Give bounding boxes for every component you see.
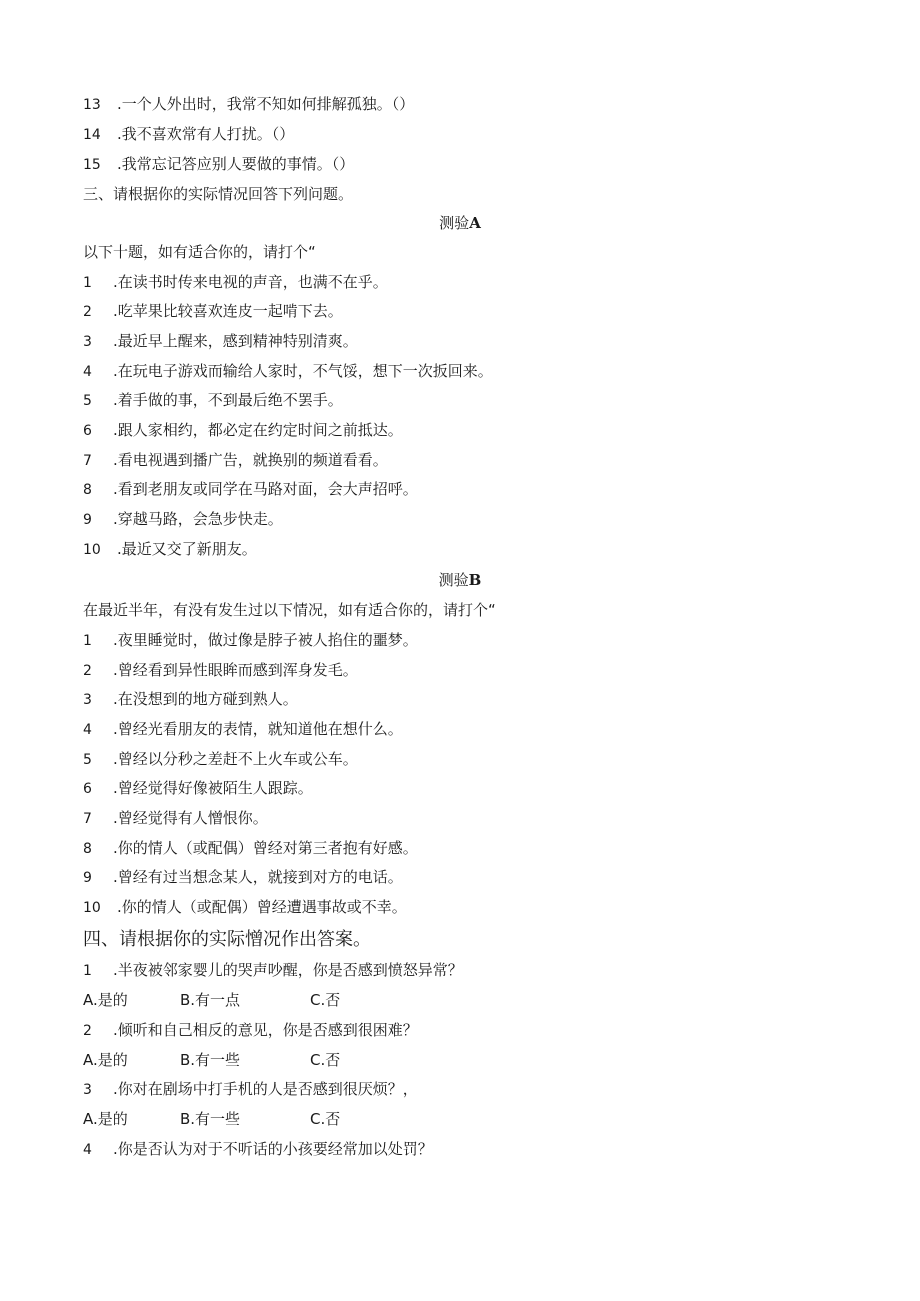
section3-heading: 三、请根据你的实际情况回答下列问题。 bbox=[83, 185, 354, 203]
question bbox=[83, 1079, 418, 1100]
option-a[interactable]: A.是的 bbox=[83, 991, 128, 1009]
test-a-title-prefix: 测验 bbox=[439, 214, 470, 232]
answer-options bbox=[83, 1109, 340, 1129]
item-number: 1 bbox=[83, 633, 92, 649]
item-text: .跟人家相约，都必定在约定时间之前抵达。 bbox=[113, 421, 403, 439]
item-text: .看电视遇到播广告，就换别的频道看看。 bbox=[113, 451, 388, 469]
item-text: .在读书时传来电视的声音，也满不在乎。 bbox=[113, 273, 388, 291]
list-item bbox=[83, 450, 388, 471]
list-item bbox=[83, 719, 403, 740]
item-number: 1 bbox=[83, 275, 92, 291]
list-item bbox=[83, 749, 358, 770]
question-number: 1 bbox=[83, 963, 92, 979]
list-item bbox=[83, 539, 257, 560]
item-number: 7 bbox=[83, 811, 92, 827]
test-b-title-letter: B bbox=[468, 571, 482, 589]
list-item bbox=[83, 867, 403, 888]
item-text: .夜里睡觉时，做过像是脖子被人掐住的噩梦。 bbox=[113, 631, 418, 649]
option-b[interactable]: B.有一点 bbox=[180, 991, 241, 1009]
list-item bbox=[83, 479, 418, 500]
list-item bbox=[83, 420, 403, 441]
item-text: .在没想到的地方碰到熟人。 bbox=[113, 690, 298, 708]
item-number: 13 bbox=[83, 97, 101, 113]
item-number: 5 bbox=[83, 752, 92, 768]
item-number: 3 bbox=[83, 334, 92, 350]
item-number: 7 bbox=[83, 453, 92, 469]
question-number: 2 bbox=[83, 1023, 92, 1039]
question-text: .你对在剧场中打手机的人是否感到很厌烦？， bbox=[113, 1080, 418, 1098]
list-item bbox=[83, 897, 407, 918]
question-text: .倾听和自己相反的意见，你是否感到很困难？ bbox=[113, 1021, 418, 1039]
test-b-title bbox=[0, 570, 920, 590]
question-text: .半夜被邻家婴儿的哭声吵醒，你是否感到愤怒异常？ bbox=[113, 961, 463, 979]
list-item bbox=[83, 660, 358, 681]
item-text: .一个人外出时，我常不知如何排解孤独。（） bbox=[117, 95, 415, 113]
item-number: 4 bbox=[83, 364, 92, 380]
item-text: .吃苹果比较喜欢连皮一起啃下去。 bbox=[113, 302, 343, 320]
item-text: .曾经看到异性眼眸而感到浑身发毛。 bbox=[113, 661, 358, 679]
item-number: 6 bbox=[83, 423, 92, 439]
question bbox=[83, 960, 463, 981]
item-text: .着手做的事，不到最后绝不罢手。 bbox=[113, 391, 343, 409]
item-number: 6 bbox=[83, 781, 92, 797]
item-number: 3 bbox=[83, 692, 92, 708]
question-text: .你是否认为对于不听话的小孩要经常加以处罚？ bbox=[113, 1140, 433, 1158]
list-item bbox=[83, 124, 294, 145]
list-item bbox=[83, 808, 268, 829]
item-text: .最近又交了新朋友。 bbox=[117, 540, 257, 558]
item-number: 4 bbox=[83, 722, 92, 738]
item-number: 2 bbox=[83, 304, 92, 320]
option-c[interactable]: C.否 bbox=[310, 1051, 341, 1069]
answer-options bbox=[83, 990, 340, 1010]
item-text: .曾经有过当想念某人，就接到对方的电话。 bbox=[113, 868, 403, 886]
item-number: 10 bbox=[83, 542, 101, 558]
option-b[interactable]: B.有一些 bbox=[180, 1051, 241, 1069]
list-item bbox=[83, 154, 354, 175]
list-item bbox=[83, 689, 298, 710]
list-item bbox=[83, 390, 343, 411]
item-text: .我常忘记答应别人要做的事情。（） bbox=[117, 155, 355, 173]
item-number: 8 bbox=[83, 841, 92, 857]
item-text: .最近早上醒来，感到精神特别清爽。 bbox=[113, 332, 358, 350]
list-item bbox=[83, 94, 414, 115]
item-text: .看到老朋友或同学在马路对面，会大声招呼。 bbox=[113, 480, 418, 498]
item-number: 15 bbox=[83, 157, 101, 173]
item-text: .曾经光看朋友的表情，就知道他在想什么。 bbox=[113, 720, 403, 738]
item-text: .我不喜欢常有人打扰。（） bbox=[117, 125, 295, 143]
question-number: 4 bbox=[83, 1142, 92, 1158]
item-text: .曾经觉得好像被陌生人跟踪。 bbox=[113, 779, 313, 797]
item-number: 10 bbox=[83, 900, 101, 916]
option-a[interactable]: A.是的 bbox=[83, 1110, 128, 1128]
item-number: 9 bbox=[83, 870, 92, 886]
test-b-intro: 在最近半年，有没有发生过以下情况，如有适合你的，请打个“ bbox=[83, 601, 496, 619]
list-item bbox=[83, 778, 313, 799]
item-text: .你的情人（或配偶）曾经遭遇事故或不幸。 bbox=[117, 898, 407, 916]
item-text: .穿越马路，会急步快走。 bbox=[113, 510, 283, 528]
option-b[interactable]: B.有一些 bbox=[180, 1110, 241, 1128]
answer-options bbox=[83, 1050, 340, 1070]
item-text: .曾经以分秒之差赶不上火车或公车。 bbox=[113, 750, 358, 768]
section4-heading: 四、请根据你的实际憎况作出答案。 bbox=[83, 929, 371, 950]
item-number: 8 bbox=[83, 482, 92, 498]
item-text: .曾经觉得有人憎恨你。 bbox=[113, 809, 268, 827]
item-text: .在玩电子游戏而输给人家时，不气馁，想下一次扳回来。 bbox=[113, 362, 493, 380]
list-item bbox=[83, 509, 283, 530]
test-a-title-letter: A bbox=[469, 214, 481, 232]
list-item bbox=[83, 630, 418, 651]
test-b-title-prefix: 测验 bbox=[438, 571, 469, 589]
list-item bbox=[83, 838, 418, 859]
list-item bbox=[83, 272, 388, 293]
list-item bbox=[83, 331, 358, 352]
item-number: 5 bbox=[83, 393, 92, 409]
list-item bbox=[83, 301, 343, 322]
test-a-intro: 以下十题，如有适合你的，请打个“ bbox=[83, 243, 316, 261]
test-a-title bbox=[0, 213, 920, 233]
question bbox=[83, 1020, 418, 1041]
option-c[interactable]: C.否 bbox=[310, 1110, 341, 1128]
list-item bbox=[83, 361, 493, 382]
item-text: .你的情人（或配偶）曾经对第三者抱有好感。 bbox=[113, 839, 418, 857]
item-number: 2 bbox=[83, 663, 92, 679]
option-a[interactable]: A.是的 bbox=[83, 1051, 128, 1069]
question bbox=[83, 1139, 433, 1160]
item-number: 9 bbox=[83, 512, 92, 528]
question-number: 3 bbox=[83, 1082, 92, 1098]
item-number: 14 bbox=[83, 127, 101, 143]
option-c[interactable]: C.否 bbox=[310, 991, 341, 1009]
